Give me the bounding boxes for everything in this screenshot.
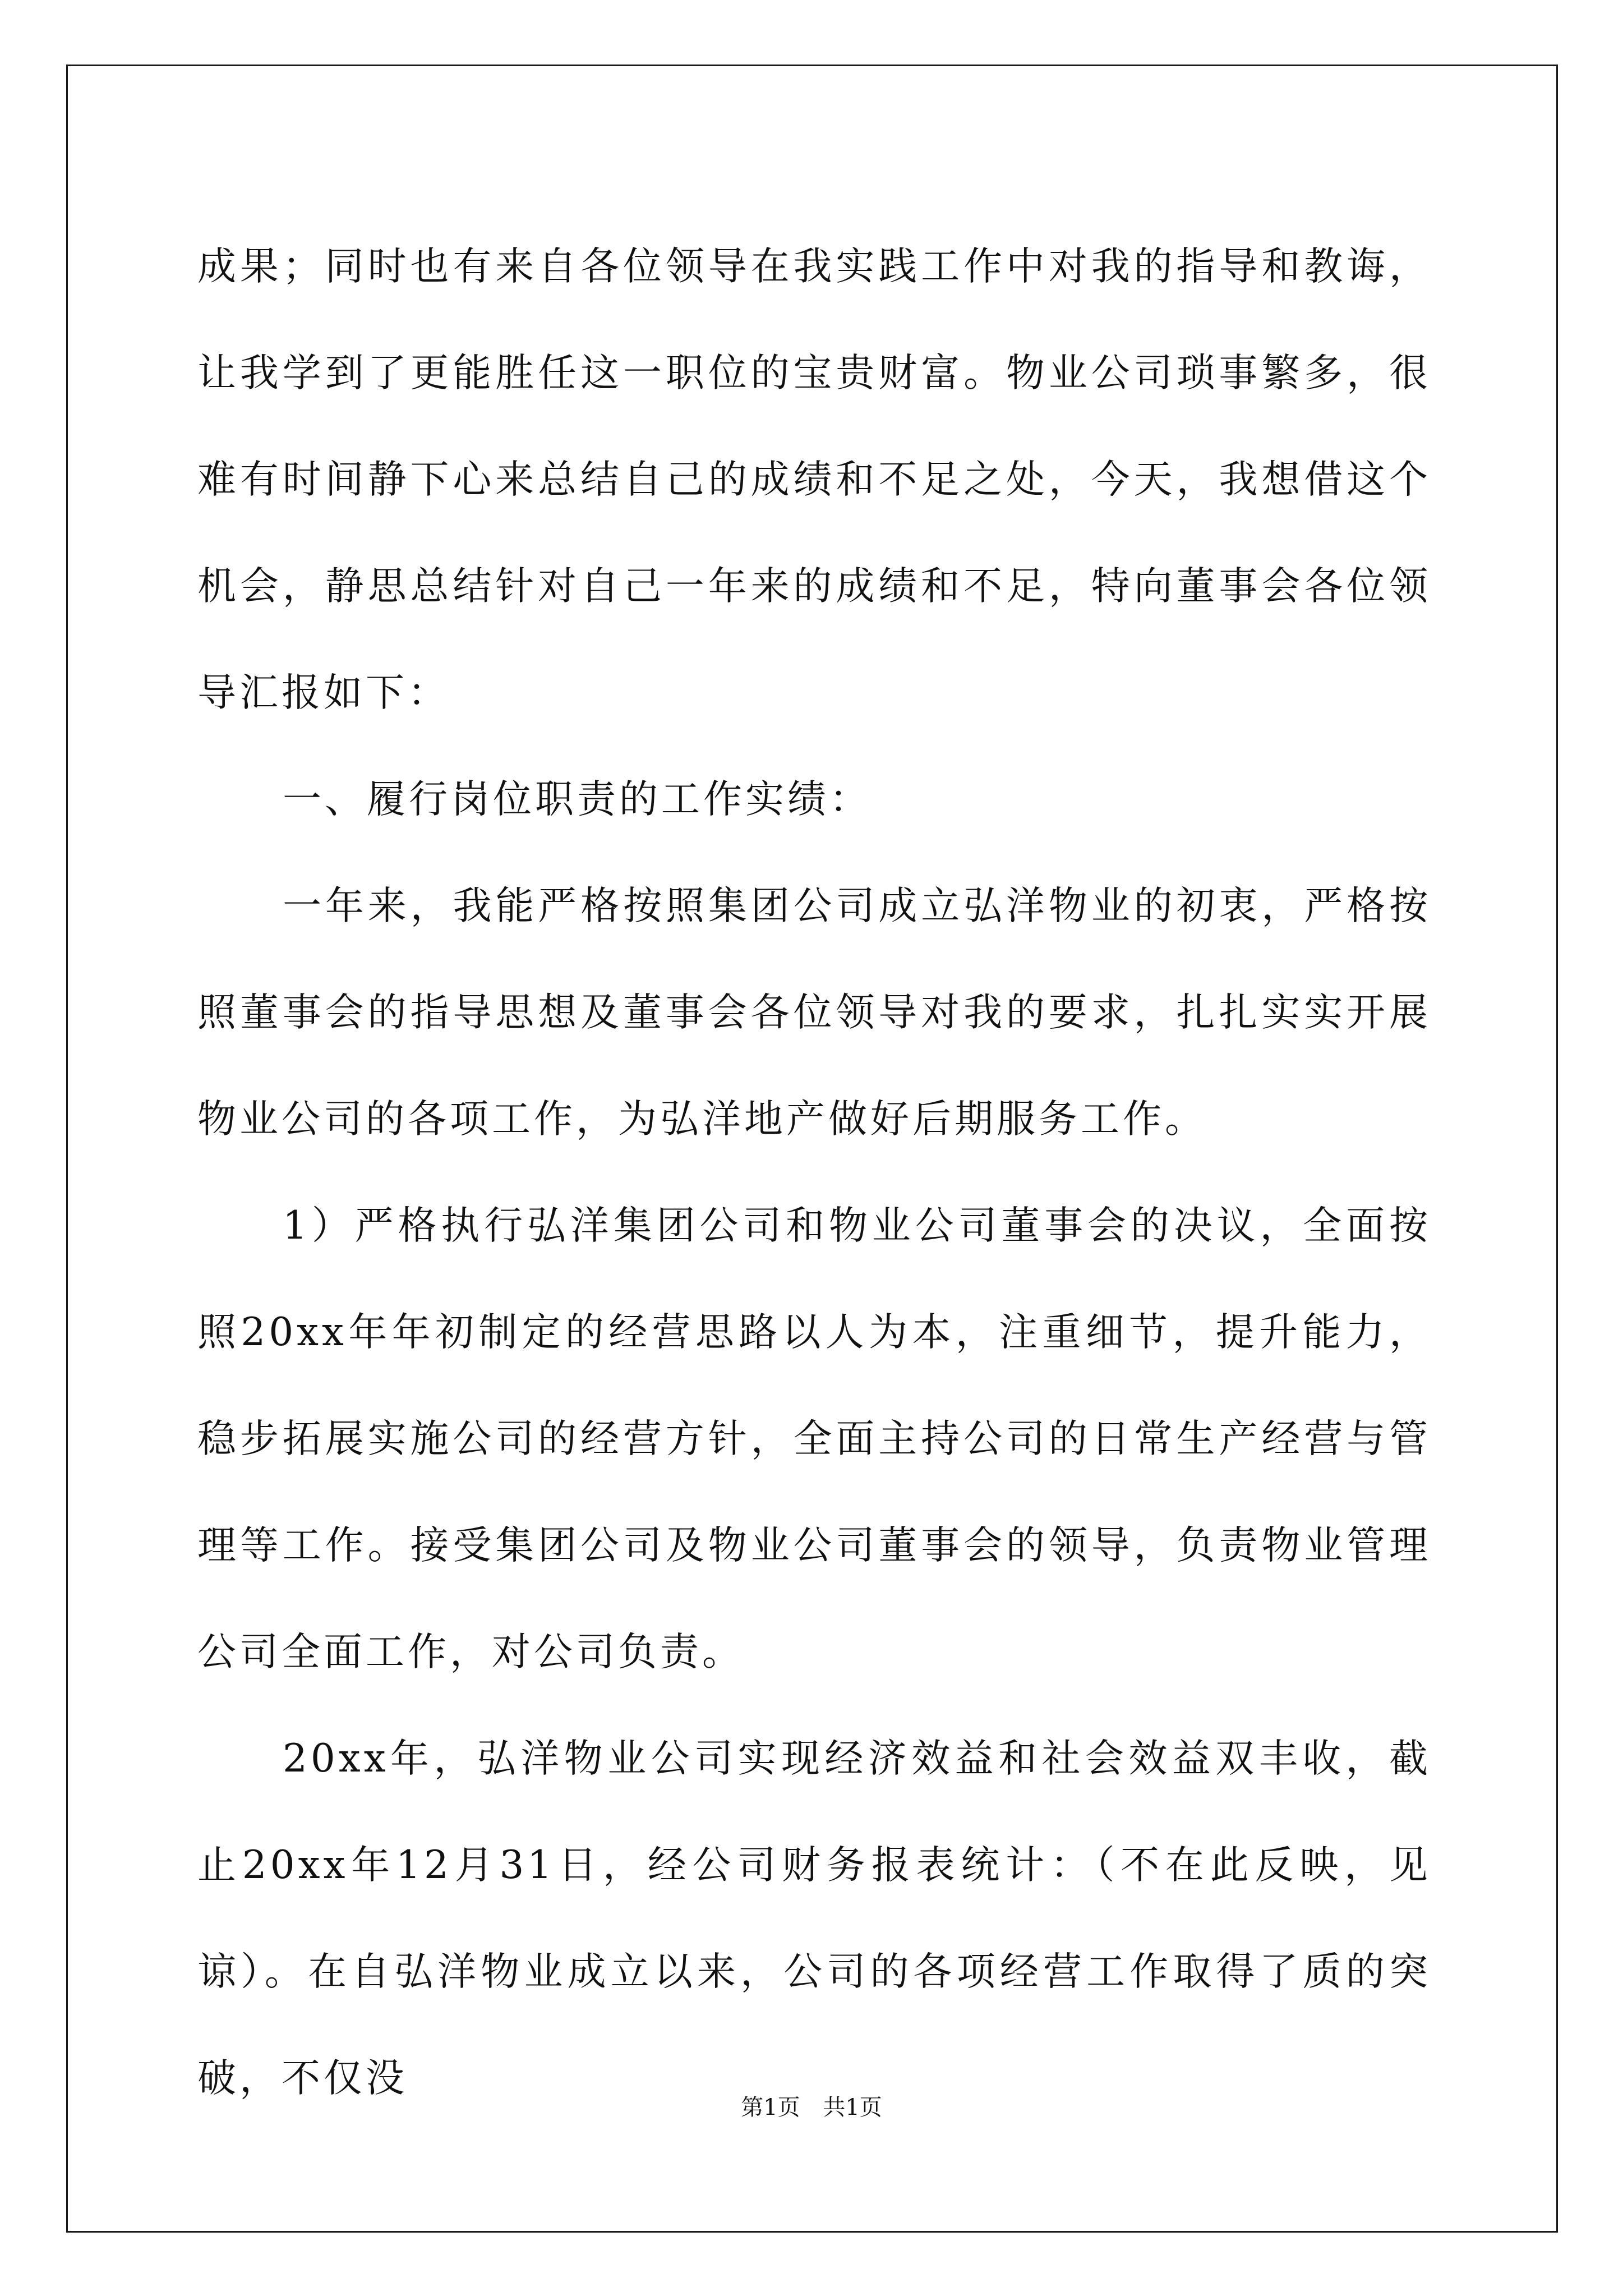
page-footer <box>0 2090 1623 2122</box>
paragraph-5: 20xx年，弘洋物业公司实现经济效益和社会效益双丰收，截止20xx年12月31日，经公司财务报表统计：（不在此反映，见谅）。在自弘洋物业成立以来，公司的各项经营工作取得了质的突破，不仅没 <box>197 1736 1431 2101</box>
paragraph-3: 一年来，我能严格按照集团公司成立弘洋物业的初衷，严格按照董事会的指导思想及董事会各位领导对我的要求，扎扎实实开展物业公司的各项工作，为弘洋地产做好后期服务工作。 <box>197 884 1431 1142</box>
paragraph-4: 1）严格执行弘洋集团公司和物业公司董事会的决议，全面按照20xx年年初制定的经营思路以人为本，注重细节，提升能力，稳步拓展实施公司的经营方针，全面主持公司的日常生产经营与管理等工作。接受集团公司及物业公司董事会的领导，负责物业管理公司全面工作，对公司负责。 <box>197 1203 1431 1674</box>
page-number: 第1页 <box>741 2095 800 2120</box>
document-body <box>197 213 1431 2132</box>
section-heading: 一、履行岗位职责的工作实绩： <box>283 777 872 822</box>
page-total: 共1页 <box>823 2095 882 2120</box>
paragraph-1: 成果；同时也有来自各位领导在我实践工作中对我的指导和教诲，让我学到了更能胜任这一职位的宝贵财富。物业公司琐事繁多，很难有时间静下心来总结自己的成绩和不足之处，今天，我想借这个机会，静思总结针对自己一年来的成绩和不足，特向董事会各位领导汇报如下： <box>197 244 1431 715</box>
